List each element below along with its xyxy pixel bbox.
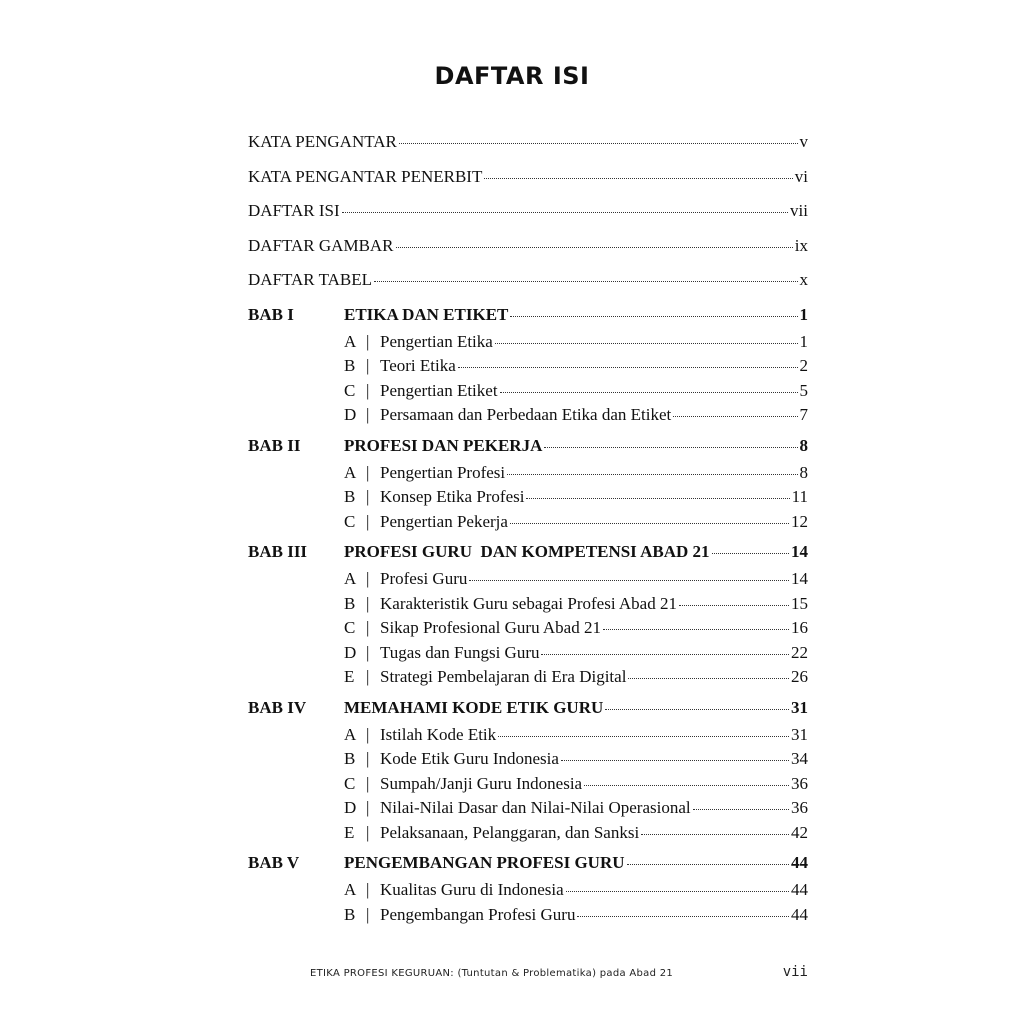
section-label: Konsep Etika Profesi bbox=[380, 487, 525, 506]
section-letter: C bbox=[344, 773, 356, 793]
separator: | bbox=[366, 380, 370, 400]
chapter-number: BAB IV bbox=[248, 697, 307, 717]
chapter-page: 1 bbox=[799, 304, 808, 324]
dot-leader bbox=[605, 709, 789, 710]
separator: | bbox=[366, 642, 370, 662]
section-page: 16 bbox=[791, 618, 808, 637]
toc-entry-label: DAFTAR ISI bbox=[248, 201, 340, 220]
section-label: Strategi Pembelajaran di Era Digital bbox=[380, 667, 627, 686]
section-page: 42 bbox=[791, 822, 808, 842]
section-label: Persamaan dan Perbedaan Etika dan Etiket bbox=[380, 405, 672, 424]
chapter-title: ETIKA DAN ETIKET bbox=[344, 304, 509, 324]
dot-leader bbox=[628, 678, 789, 679]
section-letter: C bbox=[344, 511, 356, 531]
front-matter-list bbox=[248, 132, 808, 305]
section-entry bbox=[344, 905, 808, 930]
dot-leader bbox=[342, 212, 788, 213]
toc-entry-label: DAFTAR TABEL bbox=[248, 270, 372, 289]
section-letter: D bbox=[344, 642, 357, 662]
toc-entry-page: v bbox=[799, 132, 808, 151]
section-entry bbox=[344, 618, 808, 643]
chapter-title: PROFESI GURU DAN KOMPETENSI ABAD 21 bbox=[344, 542, 710, 561]
toc-entry-label: DAFTAR GAMBAR bbox=[248, 235, 394, 255]
chapter-title: MEMAHAMI KODE ETIK GURU bbox=[344, 697, 604, 717]
section-page: 36 bbox=[791, 798, 808, 817]
chapter-heading bbox=[344, 542, 808, 569]
separator: | bbox=[366, 511, 370, 531]
dot-leader bbox=[484, 178, 792, 179]
toc-entry-front bbox=[248, 236, 808, 271]
dot-leader bbox=[507, 474, 797, 475]
section-letter: D bbox=[344, 798, 357, 817]
dot-leader bbox=[603, 629, 789, 630]
chapter-title: PROFESI DAN PEKERJA bbox=[344, 435, 543, 455]
section-entry bbox=[344, 356, 808, 381]
running-title: ETIKA PROFESI KEGURUAN: (Tuntutan & Problematika) pada Abad 21 bbox=[310, 968, 674, 979]
separator: | bbox=[366, 667, 370, 686]
section-page: 1 bbox=[799, 331, 808, 351]
dot-leader bbox=[500, 392, 798, 393]
dot-leader bbox=[673, 416, 797, 417]
section-page: 22 bbox=[791, 642, 808, 662]
section-letter: A bbox=[344, 462, 357, 482]
chapter-title: PENGEMBANGAN PROFESI GURU bbox=[344, 853, 625, 872]
section-letter: B bbox=[344, 593, 356, 613]
section-label: Kode Etik Guru Indonesia bbox=[380, 749, 559, 768]
section-letter: B bbox=[344, 356, 356, 375]
section-label: Pengertian Pekerja bbox=[380, 511, 508, 531]
section-letter: B bbox=[344, 904, 356, 924]
dot-leader bbox=[399, 143, 798, 144]
dot-leader bbox=[498, 736, 789, 737]
chapter-heading bbox=[344, 305, 808, 332]
section-page: 14 bbox=[791, 569, 808, 588]
toc-entry-front bbox=[248, 201, 808, 236]
section-entry bbox=[344, 594, 808, 619]
toc-entry-page: ix bbox=[794, 235, 808, 255]
separator: | bbox=[366, 569, 370, 588]
section-label: Teori Etika bbox=[380, 356, 456, 375]
chapter-heading bbox=[344, 698, 808, 725]
dot-leader bbox=[566, 891, 789, 892]
section-label: Nilai-Nilai Dasar dan Nilai-Nilai Operasional bbox=[380, 798, 691, 817]
section-page: 26 bbox=[791, 667, 808, 686]
section-letter: C bbox=[344, 380, 356, 400]
separator: | bbox=[366, 462, 370, 482]
section-entry bbox=[344, 774, 808, 799]
chapter-number: BAB II bbox=[248, 435, 301, 455]
section-label: Kualitas Guru di Indonesia bbox=[380, 880, 564, 899]
section-page: 8 bbox=[799, 462, 808, 482]
separator: | bbox=[366, 724, 370, 744]
toc-entry-page: vii bbox=[790, 201, 808, 220]
separator: | bbox=[366, 880, 370, 899]
dot-leader bbox=[641, 834, 789, 835]
dot-leader bbox=[526, 498, 789, 499]
chapter-heading bbox=[344, 436, 808, 463]
chapter-number: BAB V bbox=[248, 853, 300, 872]
chapter-bab-ii bbox=[248, 436, 808, 537]
section-entry bbox=[344, 643, 808, 668]
section-letter: A bbox=[344, 724, 357, 744]
separator: | bbox=[366, 487, 370, 506]
table-of-contents bbox=[248, 132, 808, 929]
section-page: 44 bbox=[791, 904, 808, 924]
section-page: 11 bbox=[791, 487, 808, 506]
separator: | bbox=[366, 405, 370, 424]
separator: | bbox=[366, 749, 370, 768]
dot-leader bbox=[458, 367, 798, 368]
separator: | bbox=[366, 593, 370, 613]
dot-leader bbox=[561, 760, 789, 761]
section-label: Pengembangan Profesi Guru bbox=[380, 904, 576, 924]
dot-leader bbox=[510, 523, 789, 524]
page-number: vii bbox=[782, 964, 808, 980]
separator: | bbox=[366, 822, 370, 842]
page-title: DAFTAR ISI bbox=[434, 62, 590, 90]
section-letter: B bbox=[344, 749, 356, 768]
section-page: 15 bbox=[791, 593, 808, 613]
dot-leader bbox=[541, 654, 789, 655]
section-entry bbox=[344, 569, 808, 594]
chapter-number: BAB I bbox=[248, 304, 294, 324]
chapter-bab-iv bbox=[248, 698, 808, 848]
separator: | bbox=[366, 356, 370, 375]
dot-leader bbox=[712, 553, 789, 554]
dot-leader bbox=[584, 785, 789, 786]
section-label: Pengertian Etika bbox=[380, 331, 493, 351]
section-entry bbox=[344, 880, 808, 905]
section-letter: A bbox=[344, 569, 357, 588]
section-letter: C bbox=[344, 618, 356, 637]
section-letter: B bbox=[344, 487, 356, 506]
section-page: 34 bbox=[791, 749, 808, 768]
section-page: 44 bbox=[791, 880, 808, 899]
section-entry bbox=[344, 381, 808, 406]
dot-leader bbox=[627, 864, 789, 865]
dot-leader bbox=[495, 343, 798, 344]
section-label: Sumpah/Janji Guru Indonesia bbox=[380, 773, 583, 793]
toc-entry-page: vi bbox=[794, 166, 808, 186]
dot-leader bbox=[510, 316, 797, 317]
section-letter: A bbox=[344, 331, 357, 351]
section-label: Profesi Guru bbox=[380, 569, 468, 588]
separator: | bbox=[366, 773, 370, 793]
separator: | bbox=[366, 618, 370, 637]
chapter-page: 44 bbox=[791, 853, 808, 872]
toc-entry-label: KATA PENGANTAR PENERBIT bbox=[248, 166, 483, 186]
section-entry bbox=[344, 798, 808, 823]
section-label: Karakteristik Guru sebagai Profesi Abad 21 bbox=[380, 593, 677, 613]
chapter-number: BAB III bbox=[248, 542, 308, 561]
chapter-page: 31 bbox=[791, 697, 808, 717]
dot-leader bbox=[577, 916, 789, 917]
section-entry bbox=[344, 332, 808, 357]
section-entry bbox=[344, 405, 808, 430]
section-entry bbox=[344, 749, 808, 774]
chapter-bab-v bbox=[248, 853, 808, 929]
dot-leader bbox=[693, 809, 789, 810]
chapter-bab-i bbox=[248, 305, 808, 430]
section-label: Sikap Profesional Guru Abad 21 bbox=[380, 618, 601, 637]
section-page: 31 bbox=[791, 724, 808, 744]
separator: | bbox=[366, 331, 370, 351]
section-label: Tugas dan Fungsi Guru bbox=[380, 642, 540, 662]
toc-entry-label: KATA PENGANTAR bbox=[248, 132, 397, 151]
section-page: 36 bbox=[791, 773, 808, 793]
section-entry bbox=[344, 463, 808, 488]
section-label: Pengertian Etiket bbox=[380, 380, 498, 400]
section-page: 7 bbox=[799, 405, 808, 424]
separator: | bbox=[366, 904, 370, 924]
dot-leader bbox=[396, 247, 793, 248]
section-page: 5 bbox=[799, 380, 808, 400]
dot-leader bbox=[544, 447, 797, 448]
separator: | bbox=[366, 798, 370, 817]
section-letter: A bbox=[344, 880, 357, 899]
page-footer bbox=[310, 964, 808, 980]
chapter-page: 8 bbox=[799, 435, 808, 455]
section-label: Pelaksanaan, Pelanggaran, dan Sanksi bbox=[380, 822, 640, 842]
chapter-bab-iii bbox=[248, 542, 808, 692]
section-letter: E bbox=[344, 667, 355, 686]
dot-leader bbox=[469, 580, 789, 581]
toc-entry-front bbox=[248, 270, 808, 305]
chapter-page: 14 bbox=[791, 542, 808, 561]
dot-leader bbox=[679, 605, 789, 606]
toc-entry-page: x bbox=[799, 270, 808, 289]
section-entry bbox=[344, 823, 808, 848]
section-label: Istilah Kode Etik bbox=[380, 724, 497, 744]
dot-leader bbox=[374, 281, 798, 282]
chapter-heading bbox=[344, 853, 808, 880]
toc-entry-front bbox=[248, 167, 808, 202]
section-entry bbox=[344, 487, 808, 512]
section-entry bbox=[344, 512, 808, 537]
section-entry bbox=[344, 667, 808, 692]
section-entry bbox=[344, 725, 808, 750]
section-letter: D bbox=[344, 405, 357, 424]
toc-entry-front bbox=[248, 132, 808, 167]
section-letter: E bbox=[344, 822, 355, 842]
section-page: 12 bbox=[791, 511, 808, 531]
section-label: Pengertian Profesi bbox=[380, 462, 506, 482]
section-page: 2 bbox=[799, 356, 808, 375]
